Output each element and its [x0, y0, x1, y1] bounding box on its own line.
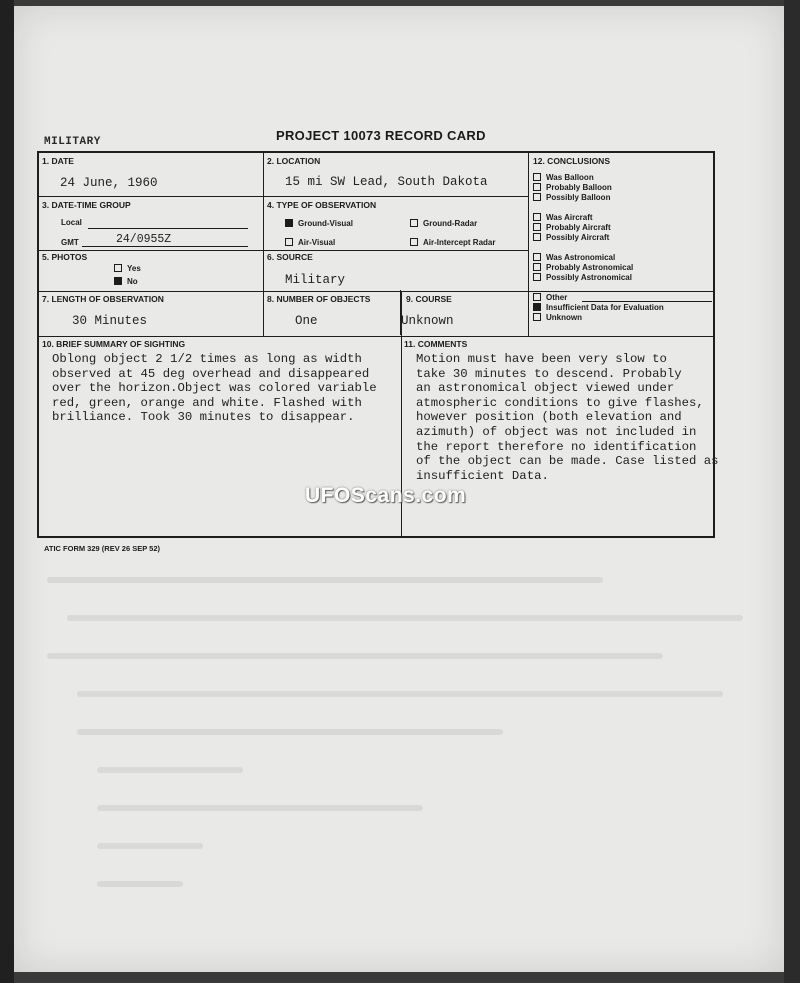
checkbox-icon [533, 193, 541, 201]
location-value: 15 mi SW Lead, South Dakota [285, 175, 488, 189]
conclusion-item: Possibly Balloon [533, 193, 610, 202]
checkbox-icon [410, 238, 418, 246]
row-divider [39, 196, 528, 197]
length-value: 30 Minutes [72, 314, 148, 328]
col-divider [528, 153, 529, 336]
comments-text: Motion must have been very slow to take 30 minutes to descend. Probably an astronomical object viewed under atmospheric conditions to give flashes, however position (both elevation and azimuth) of object was not included in the report therefore no identification of the object can be made. Case listed as insufficient Data. [416, 352, 719, 483]
military-stamp: MILITARY [44, 136, 101, 148]
checkbox-icon [533, 183, 541, 191]
date-value: 24 June, 1960 [60, 176, 158, 190]
checkbox-icon [533, 263, 541, 271]
option-air-intercept-radar: Air-Intercept Radar [410, 238, 495, 247]
num-objects-value: One [295, 314, 318, 328]
checkbox-icon [533, 173, 541, 181]
photos-yes: Yes [114, 264, 141, 273]
conclusion-item: Was Balloon [533, 173, 594, 182]
watermark-logo: UFOScans.com [305, 484, 467, 507]
conclusion-item: Unknown [533, 313, 582, 322]
conclusion-item: Probably Balloon [533, 183, 612, 192]
comments-label: 11. COMMENTS [404, 339, 468, 349]
photos-no: No [114, 277, 138, 286]
observation-type-label: 4. TYPE OF OBSERVATION [267, 200, 377, 210]
option-air-visual: Air-Visual [285, 238, 335, 247]
col-divider [263, 153, 264, 336]
conclusion-item: Was Astronomical [533, 253, 615, 262]
col-divider [400, 290, 401, 335]
checkbox-checked-icon [533, 303, 541, 311]
checkbox-icon [533, 233, 541, 241]
scan-edge-left [0, 0, 14, 983]
checkbox-icon [533, 223, 541, 231]
scan-edge-right [784, 0, 800, 983]
summary-label: 10. BRIEF SUMMARY OF SIGHTING [42, 339, 186, 349]
checkbox-icon [533, 213, 541, 221]
photos-label: 5. PHOTOS [42, 252, 88, 262]
gmt-label: GMT [61, 238, 79, 247]
summary-text: Oblong object 2 1/2 times as long as width observed at 45 deg overhead and disappeared over the horizon.Object was colored variable red, green, orange and white. Flashed with brilliance. Took 30 minutes to disappear. [52, 352, 377, 425]
checkbox-icon [114, 264, 122, 272]
date-label: 1. DATE [42, 156, 74, 166]
conclusion-item: Possibly Astronomical [533, 273, 632, 282]
checkbox-icon [533, 253, 541, 261]
conclusion-item: Probably Astronomical [533, 263, 633, 272]
row-divider [39, 336, 715, 337]
checkbox-checked-icon [285, 219, 293, 227]
bleed-through-texture [40, 560, 760, 900]
row-divider [39, 291, 715, 292]
gmt-line [82, 246, 248, 247]
local-label: Local [61, 218, 82, 227]
course-value: Unknown [401, 314, 454, 328]
option-ground-visual: Ground-Visual [285, 219, 353, 228]
conclusions-label: 12. CONCLUSIONS [533, 156, 610, 166]
course-label: 9. COURSE [406, 294, 452, 304]
checkbox-icon [533, 273, 541, 281]
conclusion-item: Other [533, 293, 567, 302]
local-line [88, 228, 248, 229]
source-value: Military [285, 273, 346, 287]
checkbox-icon [533, 313, 541, 321]
checkbox-icon [285, 238, 293, 246]
num-objects-label: 8. NUMBER OF OBJECTS [267, 294, 371, 304]
row-divider [39, 250, 528, 251]
source-label: 6. SOURCE [267, 252, 313, 262]
card-title: PROJECT 10073 RECORD CARD [276, 128, 486, 143]
location-label: 2. LOCATION [267, 156, 321, 166]
length-label: 7. LENGTH OF OBSERVATION [42, 294, 164, 304]
gmt-value: 24/0955Z [116, 233, 172, 246]
conclusion-item: Possibly Aircraft [533, 233, 609, 242]
option-ground-radar: Ground-Radar [410, 219, 477, 228]
conclusion-item-selected: Insufficient Data for Evaluation [533, 303, 664, 312]
conclusion-item: Was Aircraft [533, 213, 593, 222]
conclusion-item: Probably Aircraft [533, 223, 611, 232]
other-line [582, 301, 712, 302]
dtg-label: 3. DATE-TIME GROUP [42, 200, 131, 210]
checkbox-icon [533, 293, 541, 301]
checkbox-checked-icon [114, 277, 122, 285]
form-number: ATIC FORM 329 (REV 26 SEP 52) [44, 544, 161, 553]
checkbox-icon [410, 219, 418, 227]
